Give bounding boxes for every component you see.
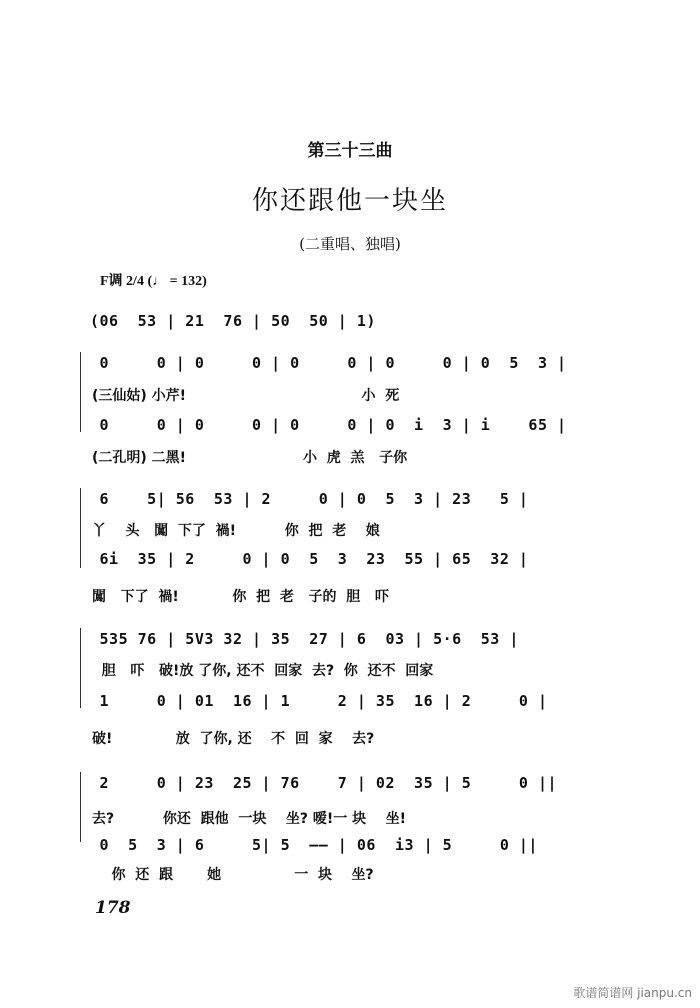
voice1-notation: 0 0 | 0 0 | 0 0 | 0 0 | 0 5 3 | <box>90 354 567 372</box>
voice-parts: (二重唱、独唱) <box>299 235 401 253</box>
key-tempo: F调 2/4 (♩ = 132) <box>100 274 207 289</box>
voice2-lyrics: 破! 放 了你, 还 不 回 家 去? <box>92 731 375 747</box>
system-brace <box>80 488 89 568</box>
voice1-notation: 535 76 | 5V3 32 | 35 27 | 6 03 | 5·6 53 | <box>90 630 519 648</box>
voice1-lyrics: (三仙姑) 小芹! 小 死 <box>92 388 400 404</box>
section-heading: 第三十三曲 <box>307 141 393 161</box>
voice2-notation: 1 0 | 01 16 | 1 2 | 35 16 | 2 0 | <box>90 692 548 710</box>
voice2-lyrics: 你 还 跟 她 一 块 坐? <box>92 867 374 883</box>
watermark: 歌谱简谱网 jianpu.cn <box>573 986 692 1000</box>
voice1-lyrics: 胆 吓 破!放 了你, 还不 回家 去? 你 还不 回家 <box>92 663 434 679</box>
voice2-notation: 0 5 3 | 6 5| 5 —— | 06 i3 | 5 0 || <box>90 836 538 854</box>
voice1-notation: 6 5| 56 53 | 2 0 | 0 5 3 | 23 5 | <box>90 490 529 508</box>
voice2-notation: 0 0 | 0 0 | 0 0 | 0 i 3 | i 65 | <box>90 416 567 434</box>
system-brace <box>80 772 89 842</box>
voice2-lyrics: 闖 下了 禍! 你 把 老 子的 胆 吓 <box>92 589 389 605</box>
voice1-lyrics: 丫 头 闖 下了 禍! 你 把 老 娘 <box>92 523 380 539</box>
system-brace <box>80 352 89 432</box>
voice1-lyrics: 去? 你还 跟他 一块 坐? 嗳!一 块 坐! <box>92 811 406 827</box>
voice2-lyrics: (二孔明) 二黑! 小 虎 羔 子你 <box>92 450 408 466</box>
voice1-notation: 2 0 | 23 25 | 76 7 | 02 35 | 5 0 || <box>90 774 558 792</box>
system-brace <box>80 628 89 708</box>
song-title: 你还跟他一块坐 <box>251 186 448 216</box>
intro-notation: (06 53 | 21 76 | 50 50 | 1) <box>90 312 376 330</box>
voice2-notation: 6i 35 | 2 0 | 0 5 3 23 55 | 65 32 | <box>90 550 529 568</box>
page-number: 178 <box>95 898 131 918</box>
